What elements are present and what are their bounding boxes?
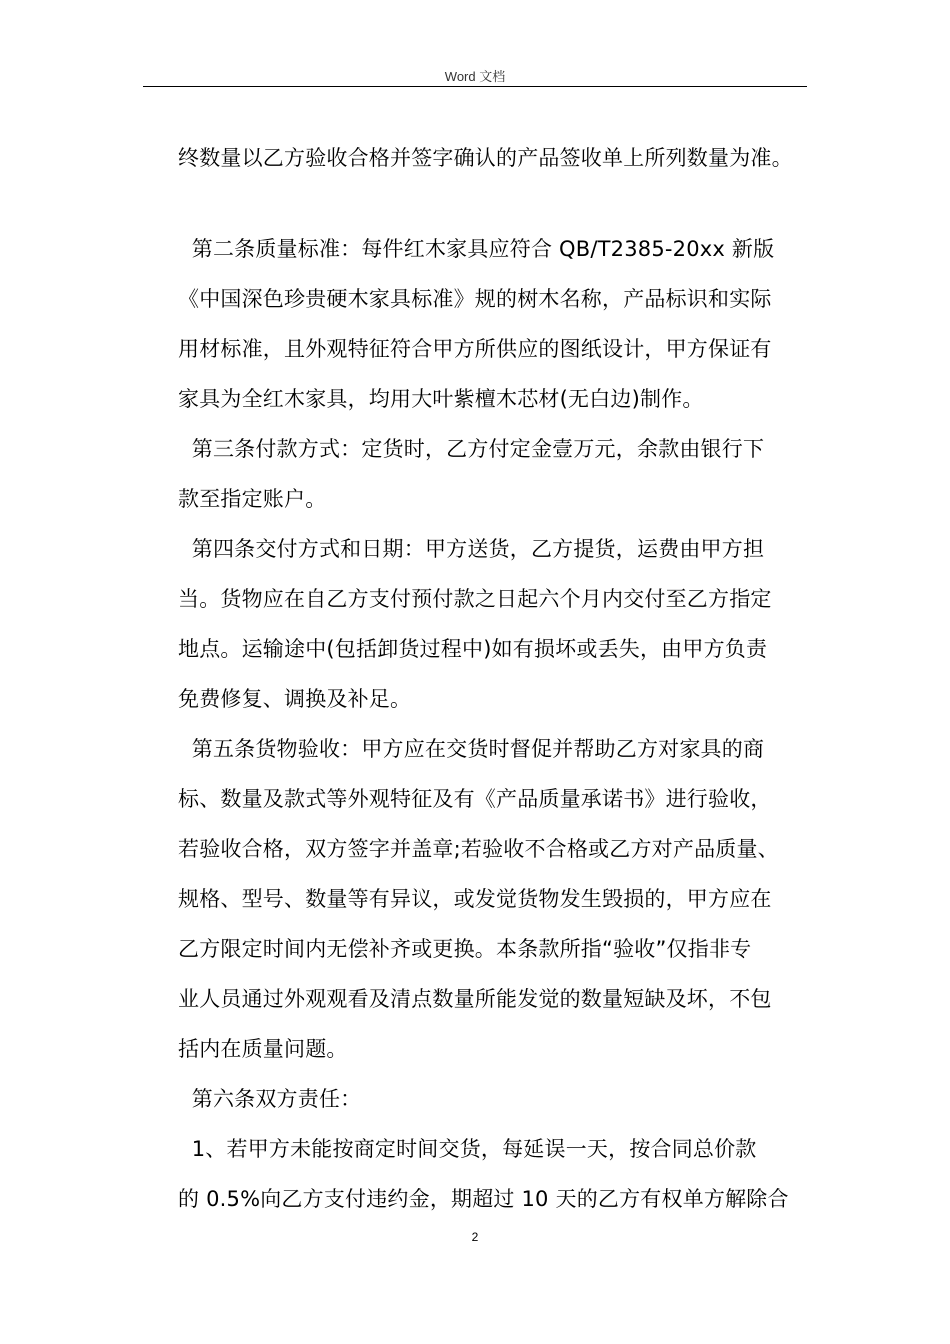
text-line: 当。货物应在自乙方支付预付款之日起六个月内交付至乙方指定 [178,587,772,611]
text-line: 地点。运输途中(包括卸货过程中)如有损坏或丢失，由甲方负责 [178,637,768,661]
text-line: 乙方限定时间内无偿补齐或更换。本条款所指“验收”仅指非专 [178,937,752,961]
text-line: 免费修复、调换及补足。 [178,687,412,711]
text-line: 1、若甲方未能按商定时间交货，每延误一天，按合同总价款 [178,1137,757,1161]
header-divider [143,86,807,87]
paragraph-gap [178,183,814,224]
text-line: 家具为全红木家具，均用大叶紫檀木芯材(无白边)制作。 [178,387,704,411]
text-line: 款至指定账户。 [178,487,327,511]
text-line: 规格、型号、数量等有异议，或发觉货物发生毁损的，甲方应在 [178,887,772,911]
text-line: 第三条付款方式：定货时，乙方付定金壹万元，余款由银行下 [178,437,765,461]
text-line: 终数量以乙方验收合格并签字确认的产品签收单上所列数量为准。 [178,146,793,170]
page-number: 2 [471,1230,479,1244]
text-line: 第六条双方责任： [178,1087,362,1111]
text-line: 第二条质量标准：每件红木家具应符合 QB/T2385-20xx 新版 [178,237,775,261]
text-line: 第五条货物验收：甲方应在交货时督促并帮助乙方对家具的商 [178,737,765,761]
text-line: 用材标准，且外观特征符合甲方所供应的图纸设计，甲方保证有 [178,337,772,361]
text-line: 标、数量及款式等外观特征及有《产品质量承诺书》进行验收， [178,787,772,811]
text-line: 的 0.5%向乙方支付违约金，期超过 10 天的乙方有权单方解除合 [178,1187,789,1211]
text-line: 《中国深色珍贵硬木家具标准》规的树木名称，产品标识和实际 [178,287,772,311]
document-body [178,133,814,1224]
text-line: 业人员通过外观观看及清点数量所能发觉的数量短缺及坏，不包 [178,987,772,1011]
page-header-label: Word 文档 [444,69,506,84]
text-line: 第四条交付方式和日期：甲方送货，乙方提货，运费由甲方担 [178,537,765,561]
text-line: 括内在质量问题。 [178,1037,348,1061]
text-line: 若验收合格，双方签字并盖章;若验收不合格或乙方对产品质量、 [178,837,779,861]
